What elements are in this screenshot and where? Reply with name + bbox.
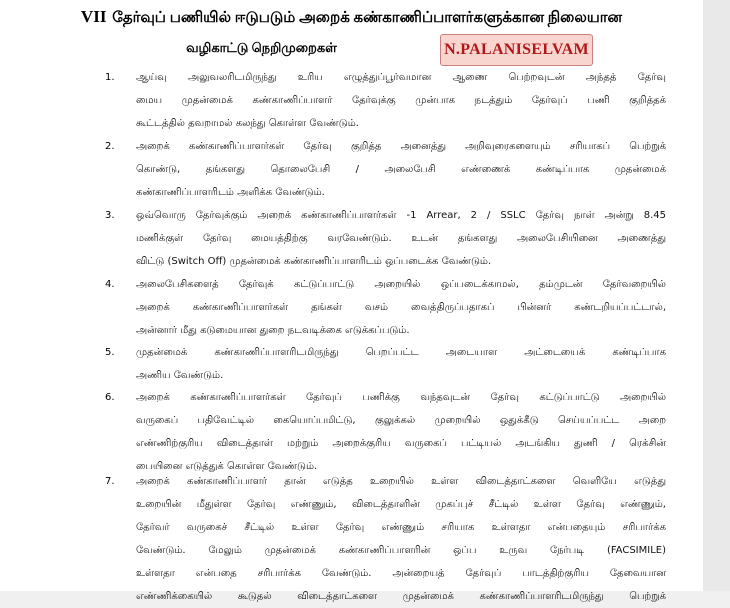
guideline-line: அறைக் கண்காணிப்பாளர் தான் எடுத்த உறையில் உள்ள விடைத்தாட்களை வெளியே எடுத்து xyxy=(136,476,666,487)
guideline-text xyxy=(136,386,666,478)
guideline-number: 6. xyxy=(105,392,115,403)
guideline-number: 3. xyxy=(105,210,115,221)
guideline-line: எண்ணிற்குரிய விடைத்தாள் மற்றும் அறைக்குரிய வருகைப் பட்டியல் அடங்கிய துணி / ரெக்சின் xyxy=(136,438,666,449)
guideline-number: 2. xyxy=(105,141,115,152)
guideline-line: கொண்டு, தங்களது தொலைபேசி / அலைபேசி எண்ணைக் கண்டிப்பாக முதன்மைக் xyxy=(136,164,666,175)
guideline-line: ஆய்வு அலுவலரிடமிருந்து உரிய எழுத்துப்பூர்வமான ஆணை பெற்றவுடன் அந்தத் தேர்வு xyxy=(136,72,666,83)
guideline-line: அன்னார் மீது கடுமையான துறை நடவடிக்கை எடுக்கப்படும். xyxy=(136,325,410,336)
guideline-line: கண்காணிப்பாளரிடம் அளிக்க வேண்டும். xyxy=(136,187,325,198)
page-subtitle: வழிகாட்டு நெறிமுறைகள் xyxy=(186,40,337,55)
guideline-line: தேர்வர் வருகைச் சீட்டில் உள்ள தேர்வு எண்ணும் சரியாக உள்ளதா என்பதையும் சரிபார்க்க xyxy=(136,522,666,533)
guideline-line: வருகைப் பதிவேட்டில் கையொப்பமிட்டு, குலுக்கல் முறையில் ஒதுக்கீடு செய்யப்பட்ட அறை xyxy=(136,415,666,426)
guideline-line: பையினை எடுத்துக் கொள்ள வேண்டும். xyxy=(136,461,318,472)
guideline-text xyxy=(136,341,666,387)
guideline-line: ஒவ்வொரு தேர்வுக்கும் அறைக் கண்காணிப்பாளர்கள் -1 Arrear, 2 / SSLC தேர்வு நாள் அன்று 8.45 xyxy=(136,210,666,221)
guideline-line: கூட்டத்தில் தவறாமல் கலந்து கொள்ள வேண்டும். xyxy=(136,118,359,129)
page-title xyxy=(0,7,703,28)
guideline-number: 5. xyxy=(105,347,115,358)
guideline-line: மணிக்குள் தேர்வு மையத்திற்கு வரவேண்டும். உடன் தங்களது அலைபேசியினை அணைத்து xyxy=(136,233,666,244)
guideline-line: வேண்டும். மேலும் முதன்மைக் கண்காணிப்பாளரின் ஒப்ப உருவ நேர்படி (FACSIMILE) xyxy=(136,545,666,556)
guideline-line: மைய முதன்மைக் கண்காணிப்பாளர் தேர்வுக்கு முன்பாக நடத்தும் தேர்வுப் பணி குறித்தக் xyxy=(136,95,666,106)
guideline-line: முதன்மைக் கண்காணிப்பாளரிடமிருந்து பெறப்பட்ட அடையாள அட்டையைக் கண்டிப்பாக xyxy=(136,347,666,358)
guideline-line: உறையின் மீதுள்ள தேர்வு எண்ணும், விடைத்தாளின் முகப்புச் சீட்டில் உள்ள தேர்வு எண்ணும், xyxy=(136,499,666,510)
guideline-number: 1. xyxy=(105,72,115,83)
guideline-line: அறைக் கண்காணிப்பாளர்கள் தேர்வு குறித்த அனைத்து அறிவுரைகளையும் சரியாகப் பெற்றுக் xyxy=(136,141,666,152)
guideline-line: உள்ளதா என்பதை சரிபார்க்க வேண்டும். அன்றையத் தேர்வுப் பாடத்திற்குரிய தேவையான xyxy=(136,568,666,579)
guideline-line: அறைக் கண்காணிப்பாளர்கள் தங்கள் வசம் வைத்திருப்பதாகப் பின்னர் கண்டறியப்பட்டால், xyxy=(136,302,666,313)
guideline-line: அணிய வேண்டும். xyxy=(136,370,224,381)
guideline-line: விட்டு (Switch Off) முதன்மைக் கண்காணிப்பாளரிடம் ஒப்படைக்க வேண்டும். xyxy=(136,256,492,267)
guideline-number: 4. xyxy=(105,279,115,290)
guideline-line: அலைபேசிகளைத் தேர்வுக் கட்டுப்பாட்டு அறையில் ஒப்படைக்காமல், தம்முடன் தேர்வறையில் xyxy=(136,279,666,290)
name-stamp: N.PALANISELVAM xyxy=(440,34,593,66)
guideline-number: 7. xyxy=(105,476,115,487)
guideline-text xyxy=(136,204,666,273)
guideline-line: எண்ணிக்கையில் கூடுதல் விடைத்தாட்களை முதன்மைக் கண்காணிப்பாளரிடமிருந்து பெற்றுக் xyxy=(136,591,666,602)
scroll-gutter[interactable] xyxy=(703,0,730,591)
title-section-number: VII xyxy=(80,7,107,26)
guideline-text xyxy=(136,66,666,135)
guideline-text xyxy=(136,273,666,342)
guideline-text xyxy=(136,470,666,608)
guideline-text xyxy=(136,135,666,204)
title-text: தேர்வுப் பணியில் ஈடுபடும் அறைக் கண்காணிப்பாளர்களுக்கான நிலையான xyxy=(112,10,623,26)
guideline-line: அறைக் கண்காணிப்பாளர்கள் தேர்வுப் பணிக்கு வந்தவுடன் தேர்வு கட்டுப்பாட்டு அறையில் xyxy=(136,392,666,403)
